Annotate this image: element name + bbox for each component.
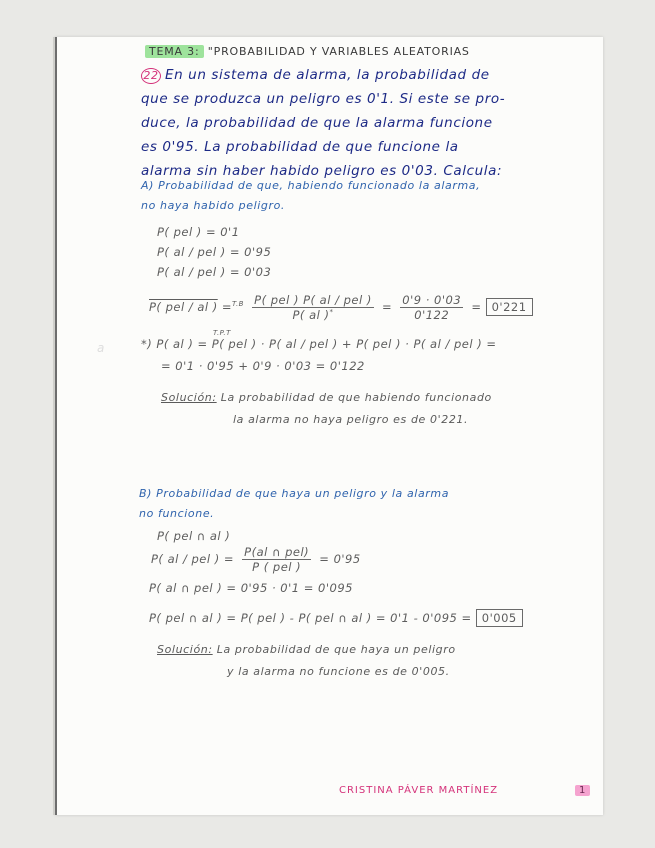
problem-number: 22 [141, 68, 161, 84]
topic-header [145, 45, 470, 58]
bayes-theorem-tag: T.B [232, 300, 244, 309]
part-b-intersection: P( al ∩ pel ) = 0'95 · 0'1 = 0'095 [149, 581, 353, 595]
bayes-fraction [252, 293, 374, 322]
given-p-al-given-not-pel: P( al / pel ) = 0'03 [157, 265, 272, 279]
part-b-target: P( pel ∩ al ) [157, 529, 231, 543]
bayes-formula: P( pel / al ) =$^{T.B}$ $\frac{\text{P( pel ) P( al / pel )}}{P( al )^*}$ = $\frac{0'9 \cdot 0'03}{0'122}$ = 0'221 [149, 293, 533, 322]
cond-rhs: = 0'95 [319, 552, 361, 566]
cond-numerator: P(al ∩ pel) [244, 545, 310, 559]
part-b-heading-1: B) Probabilidad de que haya un peligro y la alarma [139, 487, 450, 500]
bayes-fraction-numeric [400, 293, 463, 322]
author-name: CRISTINA PÁVER MARTÍNEZ [339, 785, 499, 796]
part-a-solution-label: Solución: [161, 391, 217, 404]
part-b-final: P( pel ∩ al ) = P( pel ) - P( pel ∩ al ) = 0'1 - 0'095 = 0'005 [149, 611, 523, 625]
given-p-pel: P( pel ) = 0'1 [157, 225, 240, 239]
bleed-through-mark: a [97, 341, 105, 355]
tpt-line-2: = 0'1 · 0'95 + 0'9 · 0'03 = 0'122 [161, 359, 365, 373]
cond-lhs: P( al / pel ) = [151, 552, 235, 566]
bayes-denominator-numeric: 0'122 [414, 308, 450, 322]
bayes-numerator: P( pel ) P( al / pel ) [254, 293, 372, 307]
cond-fraction [242, 545, 311, 574]
part-a-heading-1: A) Probabilidad de que, habiendo funcionado la alarma, [141, 179, 481, 192]
topic-label: TEMA 3: [145, 45, 204, 58]
notebook-page [55, 37, 603, 815]
tpt-line-1: T.P.T *) P( al ) = P( pel ) · P( al / pel ) + P( pel ) · P( al / pel ) = [141, 329, 497, 351]
part-a-solution-2: la alarma no haya peligro es de 0'221. [233, 413, 469, 426]
part-a-result: 0'221 [486, 298, 533, 316]
problem-text-1: En un sistema de alarma, la probabilidad de [165, 67, 490, 83]
part-b-heading-2: no funcione. [139, 507, 215, 520]
page-number: 1 [575, 785, 590, 796]
part-a-solution-1: Solución: La probabilidad de que habiendo funcionado [161, 391, 492, 404]
bayes-denominator: P( al )* [292, 308, 334, 322]
tpt-tag: T.P.T [213, 329, 231, 337]
given-p-al-given-pel: P( al / pel ) = 0'95 [157, 245, 272, 259]
problem-line-5: alarma sin haber habido peligro es 0'03. Calcula: [141, 163, 503, 179]
bayes-lhs: P( pel / al ) [149, 300, 218, 314]
problem-line-2: que se produzca un peligro es 0'1. Si este se pro- [141, 91, 506, 107]
part-b-conditional [151, 545, 361, 574]
part-b-solution-label: Solución: [157, 643, 213, 656]
part-b-solution-2: y la alarma no funcione es de 0'005. [227, 665, 450, 678]
topic-title: "PROBABILIDAD Y VARIABLES ALEATORIAS [207, 45, 470, 58]
problem-line-1 [141, 67, 490, 84]
part-b-solution-1: Solución: La probabilidad de que haya un peligro [157, 643, 456, 656]
part-a-heading-2: no haya habido peligro. [141, 199, 286, 212]
bayes-numerator-numeric: 0'9 · 0'03 [402, 293, 462, 307]
problem-line-3: duce, la probabilidad de que la alarma funcione [141, 115, 493, 131]
cond-denominator: P ( pel ) [252, 560, 302, 574]
problem-line-4: es 0'95. La probabilidad de que funcione la [141, 139, 459, 155]
part-b-result: 0'005 [476, 609, 523, 627]
